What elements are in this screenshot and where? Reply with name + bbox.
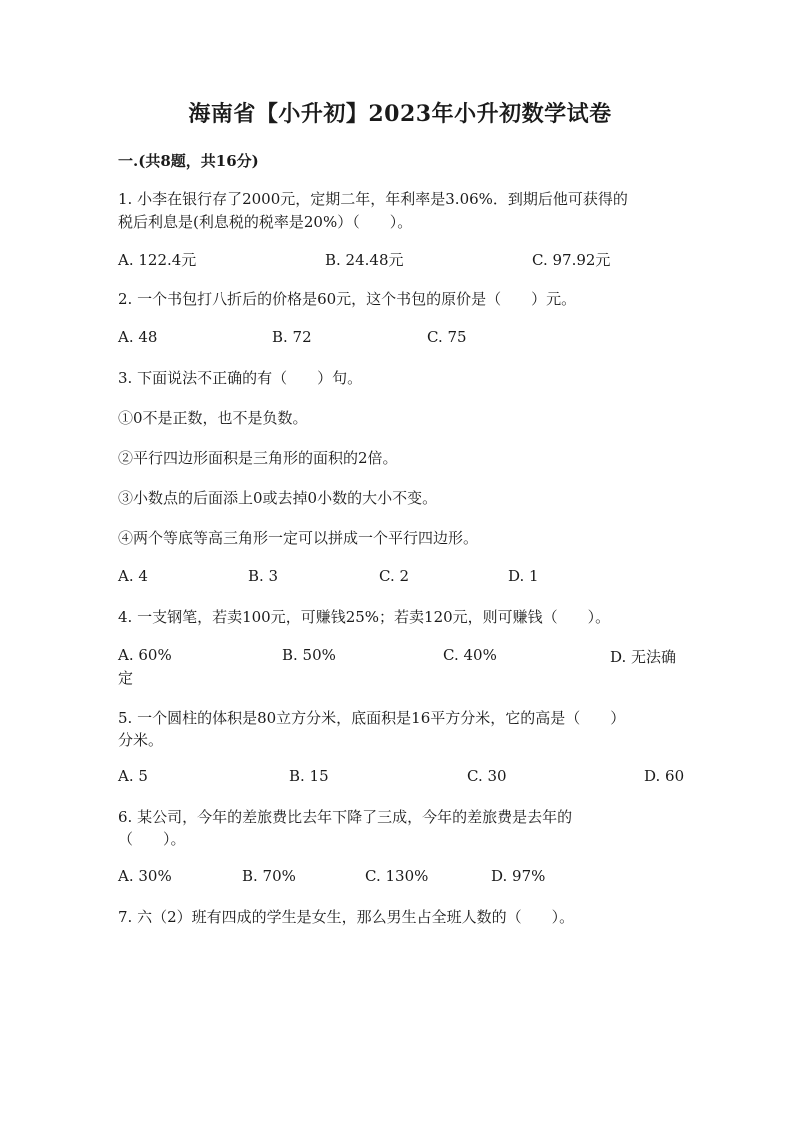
question-6-option-c: C. 130% [365, 867, 429, 885]
question-5-line-1: 5. 一个圆柱的体积是80立方分米，底面积是16平方分米，它的高是（ ） [118, 709, 626, 727]
question-4-option-c: C. 40% [443, 646, 497, 664]
question-1-option-b: B. 24.48元 [325, 251, 404, 269]
question-5-option-c: C. 30 [467, 767, 507, 785]
section-heading: 一.(共8题，共16分) [118, 152, 259, 170]
question-2-option-a: A. 48 [118, 328, 158, 346]
question-1-line-2: 税后利息是(利息税的税率是20%）（ ）。 [118, 213, 413, 231]
question-4-option-a: A. 60% [118, 646, 172, 664]
question-3-option-b: B. 3 [248, 567, 279, 585]
question-3-option-d: D. 1 [508, 567, 539, 585]
question-2-line-1: 2. 一个书包打八折后的价格是60元，这个书包的原价是（ ）元。 [118, 290, 577, 308]
question-3-option-a: A. 4 [118, 567, 148, 585]
question-4-option-d-wrap: 定 [118, 669, 134, 687]
question-5-line-2: 分米。 [118, 731, 164, 749]
question-1-option-a: A. 122.4元 [118, 251, 197, 269]
question-5-option-a: A. 5 [118, 767, 148, 785]
question-5-option-b: B. 15 [289, 767, 329, 785]
question-6-option-d: D. 97% [491, 867, 546, 885]
question-3-option-c: C. 2 [379, 567, 410, 585]
question-4-option-b: B. 50% [282, 646, 336, 664]
question-3-statement-3: ③小数点的后面添上0或去掉0小数的大小不变。 [118, 489, 438, 507]
question-1-option-c: C. 97.92元 [532, 251, 611, 269]
question-3-statement-4: ④两个等底等高三角形一定可以拼成一个平行四边形。 [118, 529, 479, 547]
question-6-line-1: 6. 某公司，今年的差旅费比去年下降了三成，今年的差旅费是去年的 [118, 808, 573, 826]
question-7-line-1: 7. 六（2）班有四成的学生是女生，那么男生占全班人数的（ ）。 [118, 908, 575, 926]
page-title: 海南省【小升初】2023年小升初数学试卷 [188, 101, 612, 127]
question-5-option-d: D. 60 [644, 767, 685, 785]
question-2-option-b: B. 72 [272, 328, 312, 346]
question-4-line-1: 4. 一支钢笔，若卖100元，可赚钱25%；若卖120元，则可赚钱（ ）。 [118, 608, 611, 626]
question-3-statement-1: ①0不是正数，也不是负数。 [118, 409, 308, 427]
question-6-option-b: B. 70% [242, 867, 296, 885]
question-6-line-2: （ ）。 [118, 830, 186, 848]
question-1-line-1: 1. 小李在银行存了2000元，定期二年，年利率是3.06%．到期后他可获得的 [118, 190, 628, 208]
question-3-line-1: 3. 下面说法不正确的有（ ）句。 [118, 369, 363, 387]
question-2-option-c: C. 75 [427, 328, 467, 346]
question-4-option-d: D. 无法确 [610, 648, 677, 666]
question-3-statement-2: ②平行四边形面积是三角形的面积的2倍。 [118, 449, 398, 467]
question-6-option-a: A. 30% [118, 867, 172, 885]
